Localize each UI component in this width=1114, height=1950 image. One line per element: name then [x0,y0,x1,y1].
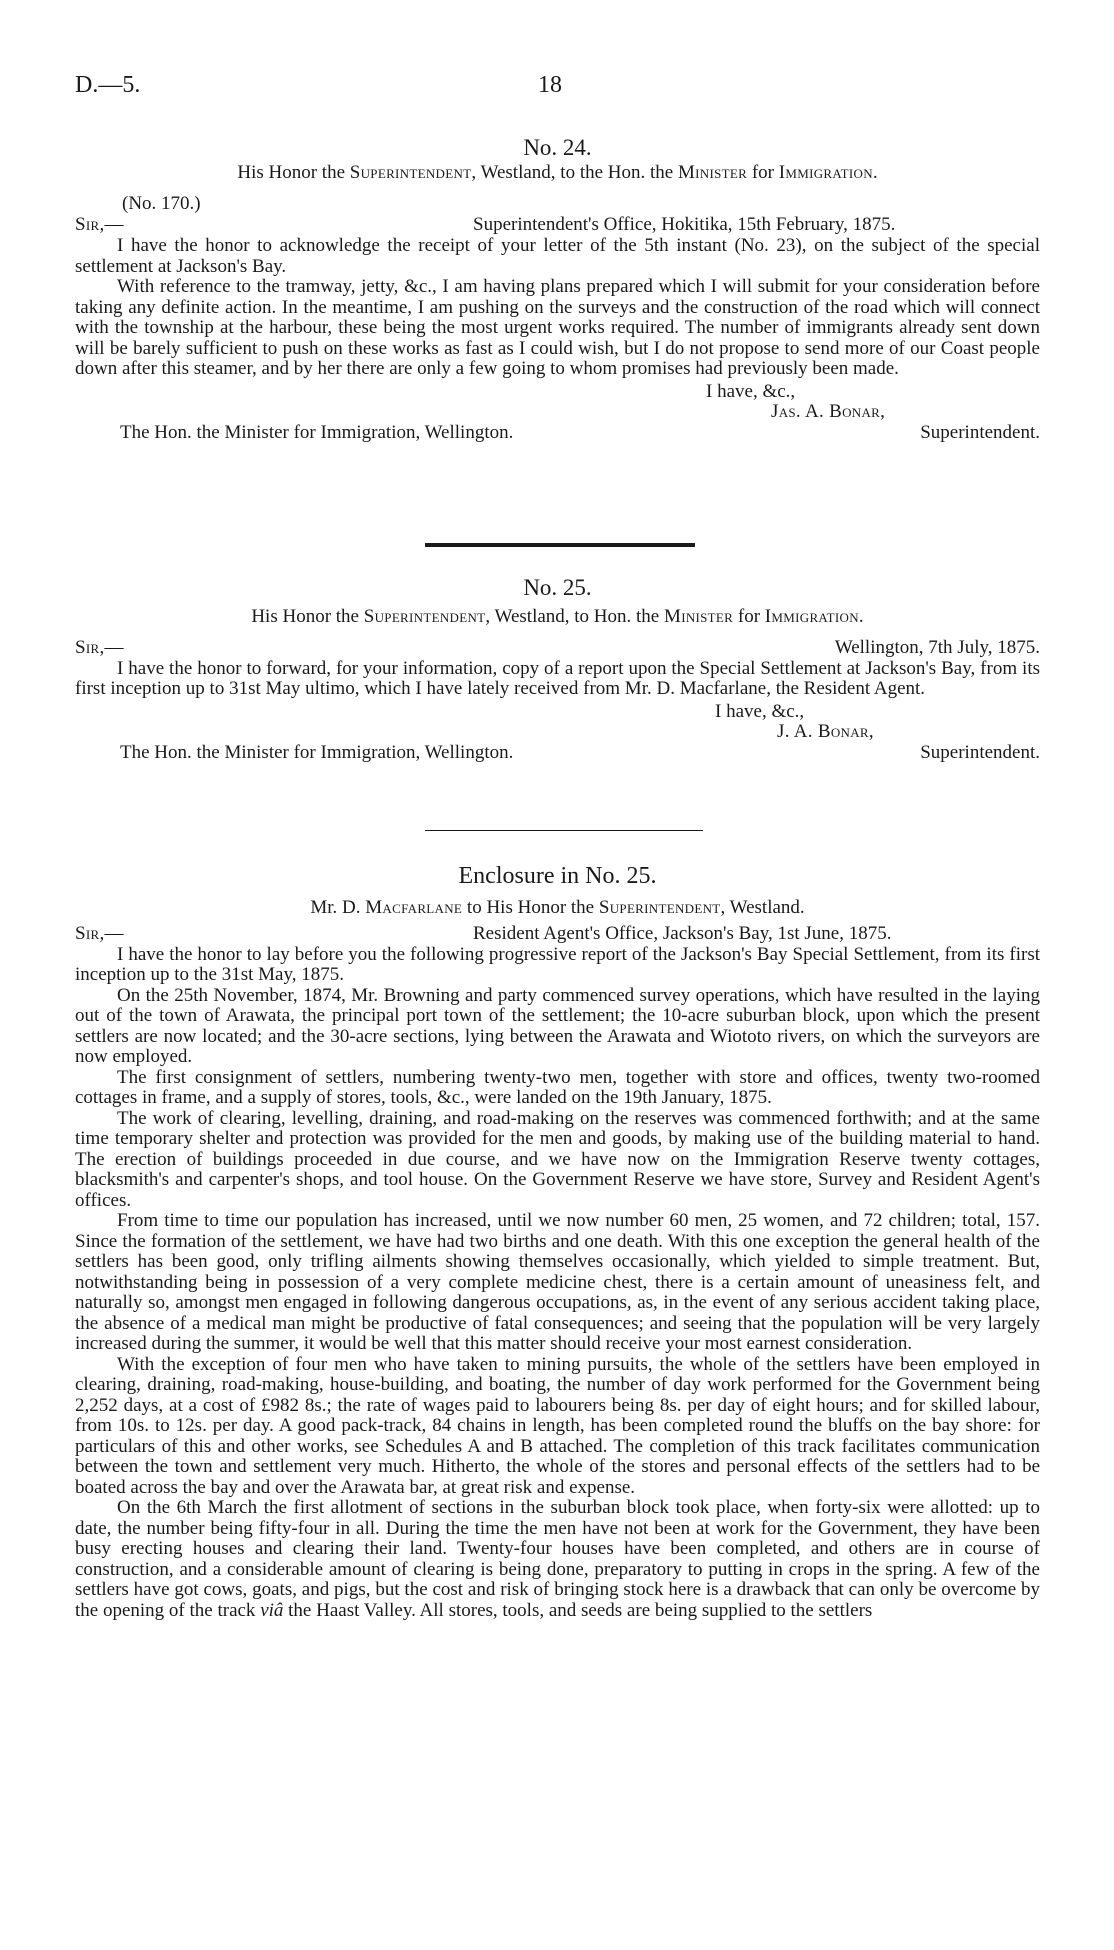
document-reference: D.—5. [75,72,141,98]
closing: I have, &c., [706,380,796,402]
letter-24-header: His Honor the Superintendent, Westland, to the Hon. the Minister for Immigration. [237,162,878,183]
paragraph: The work of clearing, levelling, draining, and road-making on the reserves was commenced forthwith; and at the same time temporary shelter and protection was provided for the men and goods, by making use of the building material to hand. The erection of buildings proceeded in due course, and we have now on the Immigration Reserve twenty cottages, blacksmith's and carpenter's shops, and tool house. On the Government Reserve we have store, Survey and Resident Agent's offices. [75,1107,1040,1211]
addressee: The Hon. the Minister for Immigration, Wellington. [120,741,514,763]
signer-title: Superintendent. [920,421,1040,443]
paragraph: On the 6th March the first allotment of sections in the suburban block took place, when forty-six were allotted: up to date, the number being fifty-four in all. During the time the men have not been at work for the Government, they have been busy erecting houses and clearing their land. Twenty-four houses have been completed, and others are in course of construction, and a considerable amount of clearing is being done, preparatory to putting in crops in the spring. A few of the settlers have got cows, goats, and pigs, but the cost and risk of bringing stock here is a drawback that can only be overcome by the opening of the track viâ the Haast Valley. All stores, tools, and seeds are being supplied to the settlers [75,1497,1040,1621]
paragraph: With the exception of four men who have taken to mining pursuits, the whole of the settlers have been employed in clearing, draining, road-making, house-building, and boating, the number of day work performed for the Government being 2,252 days, at a cost of £982 8s.; the rate of wages paid to labourers being 8s. per day of eight hours; and for skilled labour, from 10s. to 12s. per day. A good pack-track, 84 chains in length, has been completed round the bluffs on the bay shore: for particulars of this and other works, see Schedules A and B attached. The completion of this track facilitates communication between the town and settlement very much. Hitherto, the whole of the stores and personal effects of the settlers had to be boated across the bay and over the Arawata bar, at great risk and expense. [75,1353,1040,1498]
place-date: Superintendent's Office, Hokitika, 15th February, 1875. [473,214,896,235]
enclosure-header: Mr. D. Macfarlane to His Honor the Superintendent, Westland. [310,897,805,918]
letter-24-ref: (No. 170.) [122,193,201,214]
salutation: Sir,— [75,923,124,944]
paragraph: I have the honor to forward, for your information, copy of a report upon the Special Settlement at Jackson's Bay, from its first inception up to 31st May ultimo, which I have lately received from Mr. D. Macfarlane, the Resident Agent. [75,657,1040,699]
page-number: 18 [538,72,562,98]
letter-25-number: No. 25. [523,575,592,600]
enclosure-body [75,924,1040,1621]
paragraph: From time to time our population has increased, until we now number 60 men, 25 women, and 72 children; total, 157. Since the formation of the settlement, we have had two births and one death. With this one exception the general health of the settlers has been good, only trifling ailments showing themselves occasionally, which yielded to simple treatment. But, notwithstanding being in possession of a very complete medicine chest, there is a certain amount of uneasiness felt, and naturally so, amongst men engaged in following dangerous occupations, as, in the event of any serious accident taking place, the absence of a medical man might be productive of fatal consequences; and seeing that the population will be very largely increased during the summer, it would be well that this matter should receive your most earnest consideration. [75,1210,1040,1354]
signer: J. A. Bonar, [777,721,874,742]
letter-24-number: No. 24. [523,135,592,160]
page-header [75,72,1040,102]
paragraph: The first consignment of settlers, numbering twenty-two men, together with store and offices, twenty two-roomed cottages in frame, and a supply of stores, tools, &c., were landed on the 19th January, 1875. [75,1066,1040,1108]
paragraph: On the 25th November, 1874, Mr. Browning and party commenced survey operations, which have resulted in the laying out of the town of Arawata, the principal port town of the settlement; the 10-acre suburban block, upon which the present settlers are now located; and the 30-acre sections, lying between the Arawata and Wiototo rivers, on which the surveyors are now employed. [75,984,1040,1067]
letter-25-body [75,638,1040,763]
addressee: The Hon. the Minister for Immigration, Wellington. [120,421,514,443]
section-divider [425,830,703,831]
letter-24-salutation-row [75,215,1040,236]
letter-24-body [75,236,1040,443]
enclosure-heading: Enclosure in No. 25. [458,863,657,889]
signer: Jas. A. Bonar, [771,401,885,422]
paragraph: With reference to the tramway, jetty, &c., I am having plans prepared which I will submit for your consideration before taking any definite action. In the meantime, I am pushing on the surveys and the construction of the road which will connect with the township at the harbour, these being the most urgent works required. The number of immigrants already sent down will be barely sufficient to push on these works as fast as I could wish, but I do not propose to send more of our Coast people down after this steamer, and by her there are only a few going to whom promises had previously been made. [75,276,1040,379]
place-date: Resident Agent's Office, Jackson's Bay, 1st June, 1875. [473,923,892,944]
salutation: Sir,— [75,637,124,658]
paragraph: I have the honor to acknowledge the receipt of your letter of the 5th instant (No. 23), on the subject of the special settlement at Jackson's Bay. [75,235,1040,277]
letter-25-header: His Honor the Superintendent, Westland, to Hon. the Minister for Immigration. [251,606,864,627]
signer-title: Superintendent. [920,741,1040,763]
place-date: Wellington, 7th July, 1875. [834,637,1040,658]
section-divider [425,543,695,547]
paragraph: I have the honor to lay before you the following progressive report of the Jackson's Bay Special Settlement, from its first inception up to the 31st May, 1875. [75,943,1040,985]
salutation: Sir,— [75,214,124,235]
closing: I have, &c., [715,700,805,722]
